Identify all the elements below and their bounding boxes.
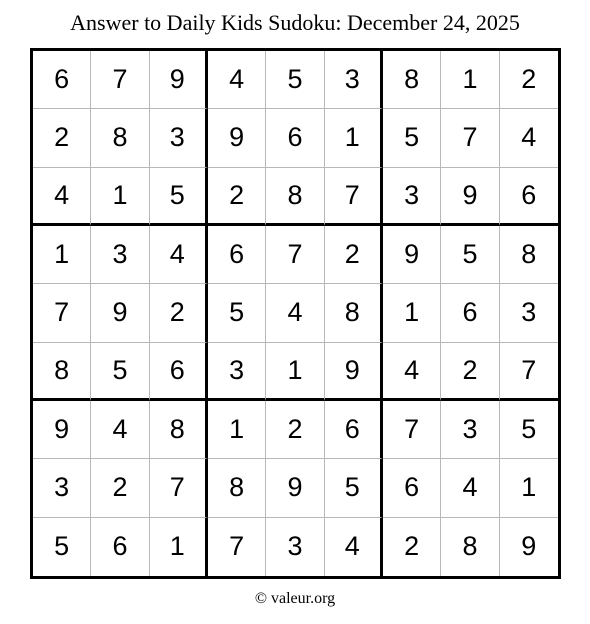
sudoku-cell-r7-c3: 8 bbox=[150, 401, 208, 459]
sudoku-cell-r2-c6: 1 bbox=[325, 109, 383, 167]
sudoku-cell-r9-c3: 1 bbox=[150, 518, 208, 576]
sudoku-cell-r5-c5: 4 bbox=[266, 284, 324, 342]
sudoku-cell-r4-c6: 2 bbox=[325, 226, 383, 284]
sudoku-cell-r5-c4: 5 bbox=[208, 284, 266, 342]
sudoku-board bbox=[30, 48, 561, 579]
sudoku-cell-r7-c1: 9 bbox=[33, 401, 91, 459]
sudoku-cell-r4-c9: 8 bbox=[500, 226, 558, 284]
sudoku-cell-r6-c1: 8 bbox=[33, 343, 91, 401]
sudoku-cell-r5-c6: 8 bbox=[325, 284, 383, 342]
sudoku-cell-r6-c2: 5 bbox=[91, 343, 149, 401]
sudoku-cell-r5-c7: 1 bbox=[383, 284, 441, 342]
sudoku-cell-r4-c4: 6 bbox=[208, 226, 266, 284]
sudoku-cell-r3-c6: 7 bbox=[325, 168, 383, 226]
sudoku-cell-r4-c7: 9 bbox=[383, 226, 441, 284]
sudoku-cell-r7-c5: 2 bbox=[266, 401, 324, 459]
sudoku-cell-r2-c2: 8 bbox=[91, 109, 149, 167]
sudoku-cell-r7-c8: 3 bbox=[441, 401, 499, 459]
sudoku-cell-r1-c3: 9 bbox=[150, 51, 208, 109]
sudoku-cell-r6-c6: 9 bbox=[325, 343, 383, 401]
sudoku-cell-r5-c1: 7 bbox=[33, 284, 91, 342]
sudoku-cell-r2-c4: 9 bbox=[208, 109, 266, 167]
sudoku-cell-r9-c6: 4 bbox=[325, 518, 383, 576]
sudoku-cell-r1-c7: 8 bbox=[383, 51, 441, 109]
sudoku-cell-r9-c5: 3 bbox=[266, 518, 324, 576]
sudoku-cell-r8-c9: 1 bbox=[500, 459, 558, 517]
sudoku-cell-r3-c7: 3 bbox=[383, 168, 441, 226]
sudoku-cell-r7-c9: 5 bbox=[500, 401, 558, 459]
sudoku-cell-r3-c3: 5 bbox=[150, 168, 208, 226]
sudoku-cell-r8-c4: 8 bbox=[208, 459, 266, 517]
sudoku-cell-r2-c8: 7 bbox=[441, 109, 499, 167]
sudoku-cell-r8-c7: 6 bbox=[383, 459, 441, 517]
sudoku-cell-r8-c5: 9 bbox=[266, 459, 324, 517]
sudoku-cell-r1-c9: 2 bbox=[500, 51, 558, 109]
sudoku-cell-r5-c9: 3 bbox=[500, 284, 558, 342]
sudoku-cell-r8-c1: 3 bbox=[33, 459, 91, 517]
sudoku-cell-r2-c3: 3 bbox=[150, 109, 208, 167]
sudoku-cell-r8-c3: 7 bbox=[150, 459, 208, 517]
sudoku-cell-r4-c5: 7 bbox=[266, 226, 324, 284]
sudoku-cell-r3-c4: 2 bbox=[208, 168, 266, 226]
sudoku-cell-r3-c9: 6 bbox=[500, 168, 558, 226]
sudoku-cell-r8-c6: 5 bbox=[325, 459, 383, 517]
sudoku-cell-r3-c2: 1 bbox=[91, 168, 149, 226]
sudoku-cell-r1-c5: 5 bbox=[266, 51, 324, 109]
sudoku-cell-r9-c2: 6 bbox=[91, 518, 149, 576]
sudoku-cell-r1-c6: 3 bbox=[325, 51, 383, 109]
sudoku-cell-r3-c8: 9 bbox=[441, 168, 499, 226]
sudoku-cell-r9-c7: 2 bbox=[383, 518, 441, 576]
sudoku-cell-r9-c9: 9 bbox=[521, 531, 537, 562]
sudoku-cell-r1-c8: 1 bbox=[441, 51, 499, 109]
sudoku-cell-r6-c3: 6 bbox=[150, 343, 208, 401]
sudoku-cell-r9-c8: 8 bbox=[441, 518, 499, 576]
sudoku-cell-r5-c3: 2 bbox=[150, 284, 208, 342]
sudoku-cell-r2-c5: 6 bbox=[266, 109, 324, 167]
sudoku-cell-r4-c2: 3 bbox=[91, 226, 149, 284]
sudoku-cell-r7-c4: 1 bbox=[208, 401, 266, 459]
sudoku-cell-r6-c5: 1 bbox=[266, 343, 324, 401]
sudoku-cell-r6-c9: 7 bbox=[500, 343, 558, 401]
sudoku-cell-r7-c7: 7 bbox=[383, 401, 441, 459]
sudoku-cell-r8-c8: 4 bbox=[441, 459, 499, 517]
sudoku-cell-r1-c1: 6 bbox=[33, 51, 91, 109]
sudoku-cell-r3-c1: 4 bbox=[33, 168, 91, 226]
sudoku-cell-r8-c2: 2 bbox=[91, 459, 149, 517]
sudoku-cell-r2-c1: 2 bbox=[33, 109, 91, 167]
sudoku-cell-r4-c3: 4 bbox=[150, 226, 208, 284]
sudoku-cell-r7-c2: 4 bbox=[91, 401, 149, 459]
sudoku-cell-r6-c8: 2 bbox=[441, 343, 499, 401]
sudoku-cell-r5-c2: 9 bbox=[91, 284, 149, 342]
sudoku-cell-r2-c9: 4 bbox=[500, 109, 558, 167]
sudoku-cell-r3-c5: 8 bbox=[266, 168, 324, 226]
sudoku-cell-r9-c1: 5 bbox=[33, 518, 91, 576]
sudoku-cell-r4-c8: 5 bbox=[441, 226, 499, 284]
sudoku-cell-r4-c1: 1 bbox=[33, 226, 91, 284]
page-title: Answer to Daily Kids Sudoku: December 24, 2025 bbox=[70, 10, 520, 35]
sudoku-cell-r1-c2: 7 bbox=[91, 51, 149, 109]
sudoku-cell-r2-c7: 5 bbox=[383, 109, 441, 167]
sudoku-cell-r5-c8: 6 bbox=[441, 284, 499, 342]
sudoku-cell-r6-c7: 4 bbox=[383, 343, 441, 401]
copyright-footer: © valeur.org bbox=[254, 590, 336, 607]
sudoku-cell-r9-c4: 7 bbox=[208, 518, 266, 576]
sudoku-cell-r6-c4: 3 bbox=[208, 343, 266, 401]
sudoku-cell-r1-c4: 4 bbox=[208, 51, 266, 109]
sudoku-cell-r7-c6: 6 bbox=[325, 401, 383, 459]
